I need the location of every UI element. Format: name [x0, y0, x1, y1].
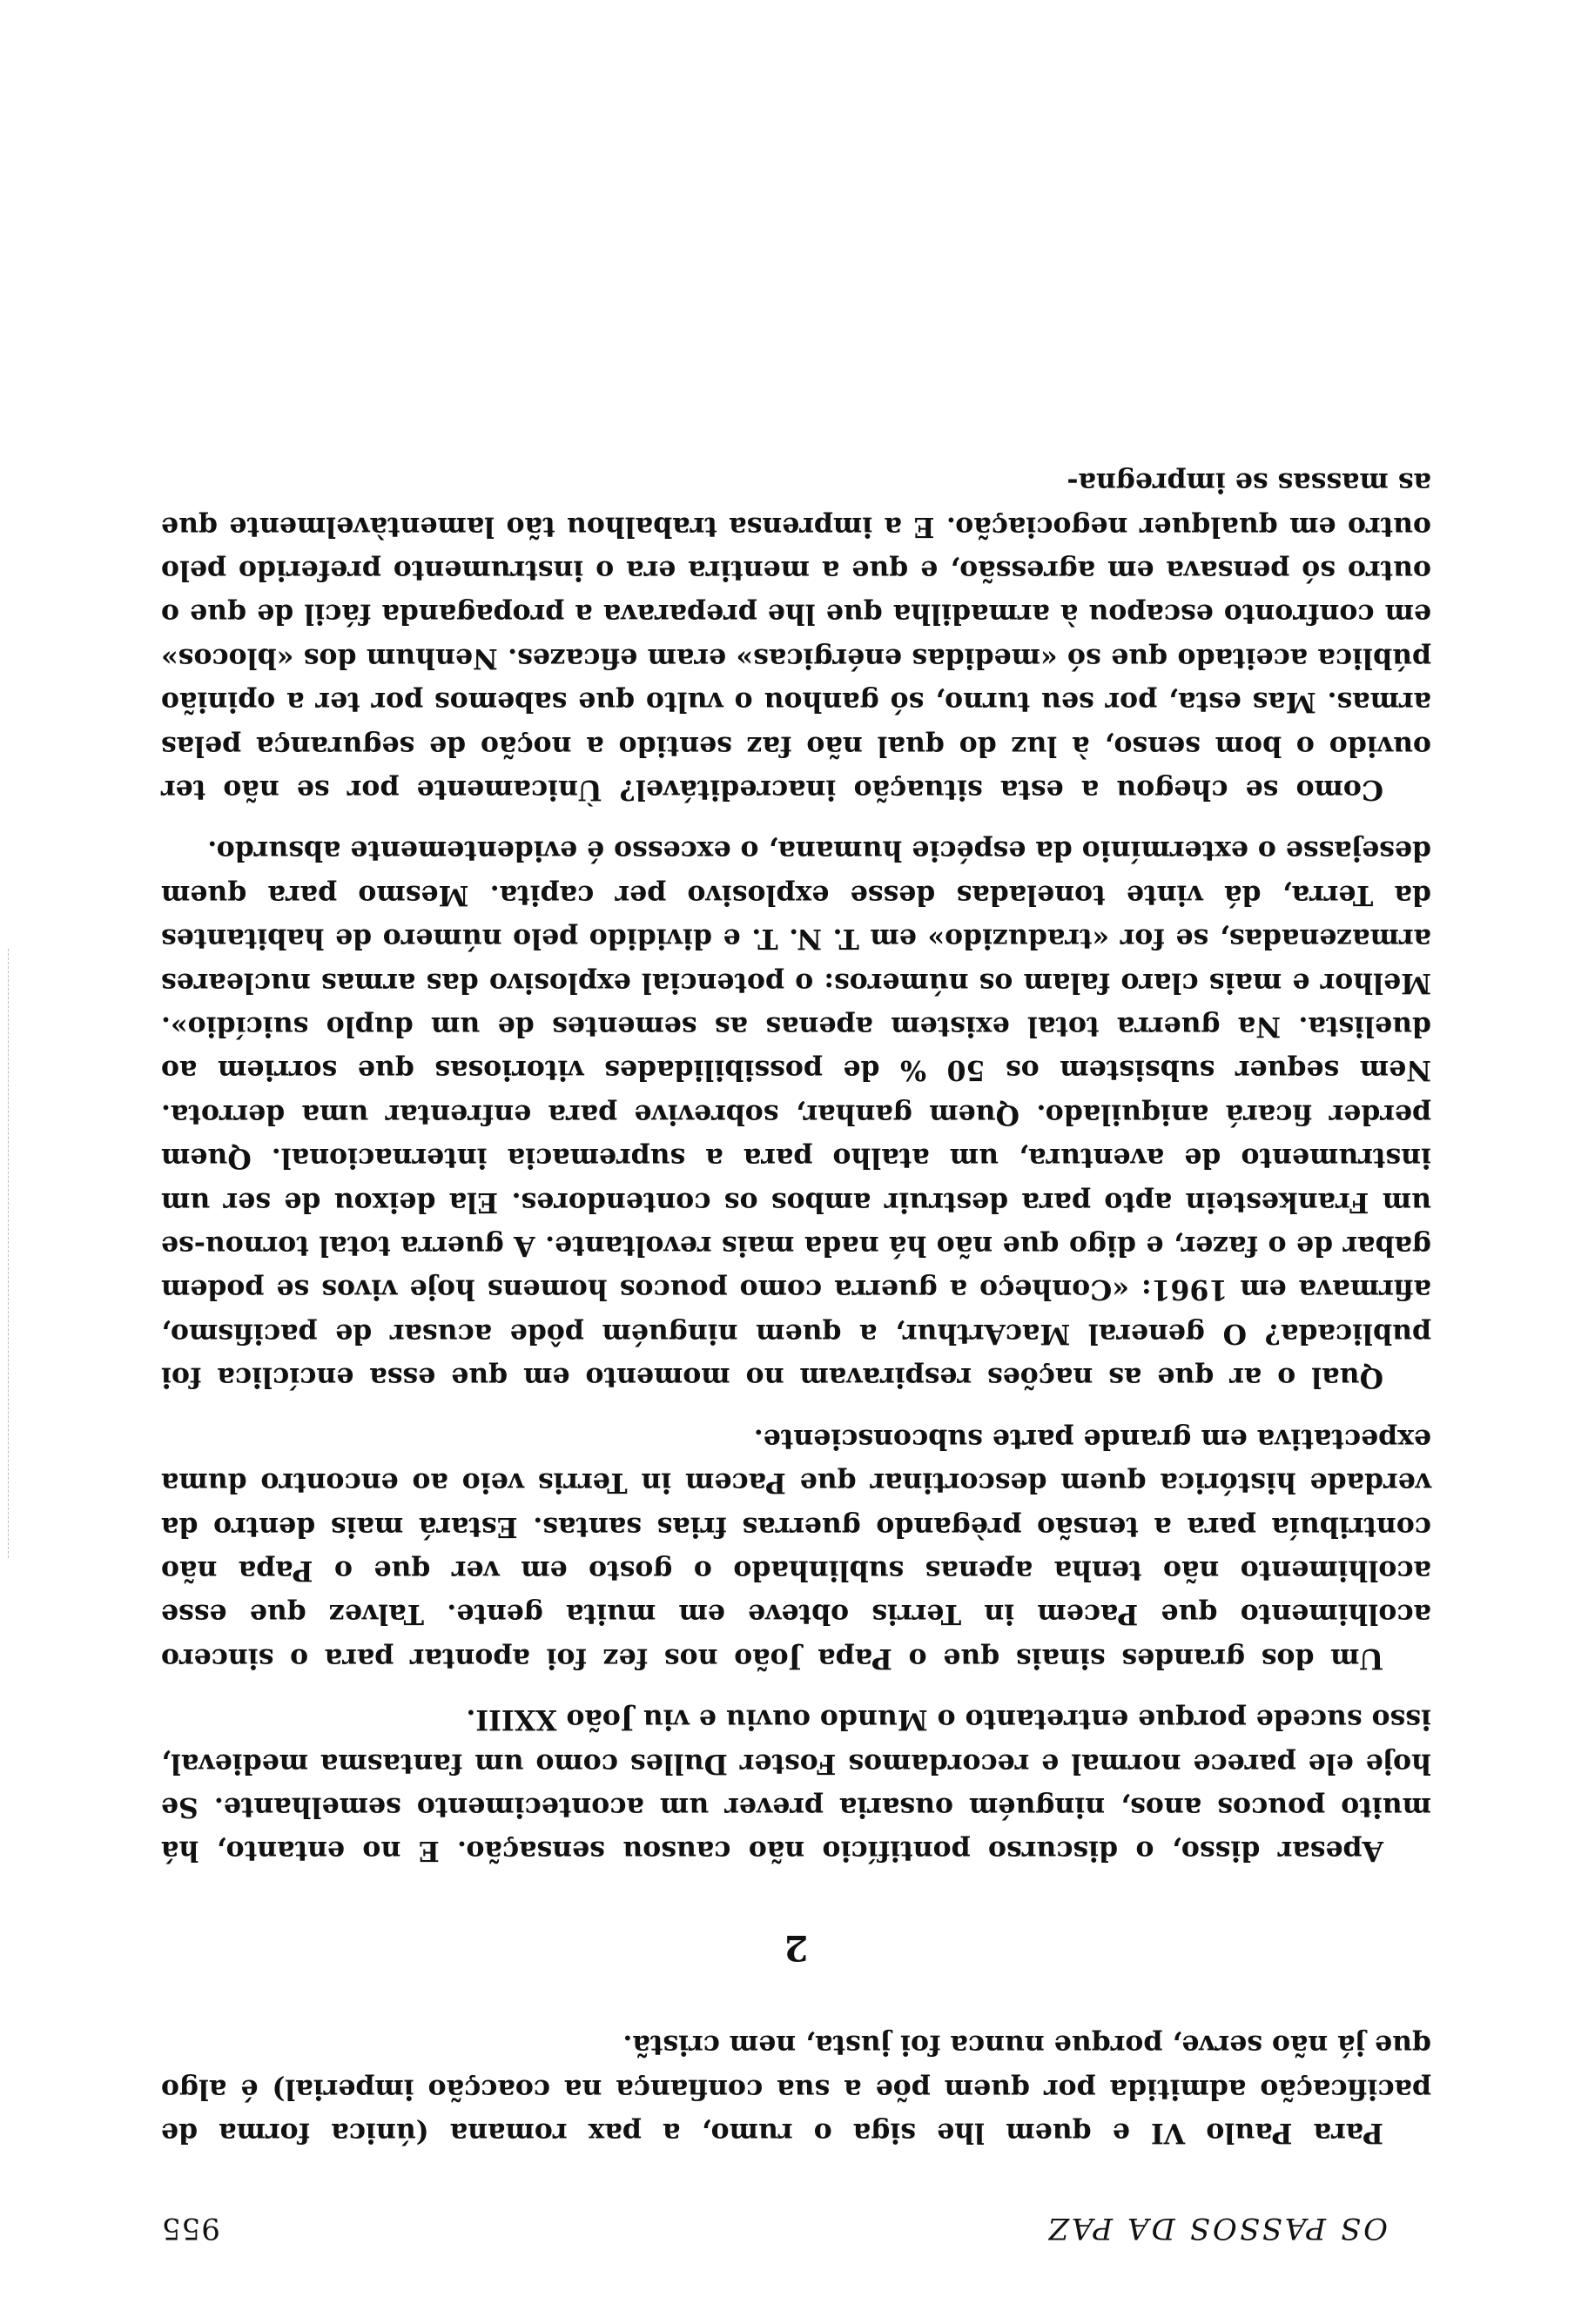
section-number: 2: [784, 1926, 809, 1968]
paragraph: Para Paulo VI e quem lhe siga o rumo, a pax romana (única forma de pacificação admitida por quem põe a sua confiança na coacção imperial) é algo que já não serve, porque nunca foi justa, nem cristã.: [161, 2029, 1431, 2149]
running-header: [161, 2202, 1388, 2246]
paragraph: Apesar disso, o discurso pontifício não causou sensação. E no entanto, há muito poucos anos, ninguém ousaria prever um acontecimento semelhante. Se hoje ele parece normal e recordamos Foster Dulles como um fantasma medieval, isso sucede porque entretanto o Mundo ouviu e viu João XXIII.: [161, 1703, 1431, 1868]
page-body: [161, 460, 1431, 2154]
page-number: 955: [161, 2211, 220, 2246]
paragraph: Como se chegou a esta situação inacreditável? Ùnicamente por se não ter ouvido o bom senso, à luz do qual não faz sentido a noção de segurança pelas armas. Mas esta, por seu turno, só ganhou o vulto que sabemos por ter a opinião pública aceitado que só «medidas enérgicas» eram eficazes. Nenhum dos «blocos» em confronto escapou à armadilha que lhe preparava a propaganda fácil de que o outro só pensava em agressão, e que a mentira era o instrumento preferido pelo outro em qualquer negociação. E a imprensa trabalhou tão lamentàvelmente que as massas se impregna-: [161, 467, 1431, 807]
running-title: OS PASSOS DA PAZ: [1046, 2211, 1388, 2246]
paragraph: Um dos grandes sinais que o Papa João nos fez foi apontar para o sincero acolhimento que Pacem in Terris obteve em muita gente. Talvez que esse acolhimento não tenha apenas sublinhado o gosto em ver que o Papa não contribuía para a tensão prègando guerras frias santas. Estará mais dentro da verdade histórica quem descortinar que Pacem in Terris veio ao encontro duma expectativa em grande parte subconsciente.: [161, 1422, 1431, 1675]
page-edge-mark: [5, 949, 9, 1558]
paragraph: Qual o ar que as nações respiravam no momento em que essa encíclica foi publicada? O general MacArthur, a quem ninguém pôde acusar de pacifismo, afirmava em 1961: «Conheço a guerra como poucos homens hoje vivos se podem gabar de o fazer, e digo que não há nada mais revoltante. A guerra total tornou-se um Frankestein apto para destruir ambos os contendores. Ela deixou de ser um instrumento de aventura, um atalho para a supremacia internacional. Quem perder ficará aniquilado. Quem ganhar, sobrevive para enfrentar uma derrota. Nem sequer subsistem os 50 % de possibilidades vitoriosas que sorriem ao duelista. Na guerra total existem apenas as sementes de um duplo suicídio». Melhor e mais claro falam os números: o potencial explosivo das armas nucleares armazenadas, se for «traduzido» em T. N. T. e dividido pelo número de habitantes da Terra, dá vinte toneladas desse explosivo per capita. Mesmo para quem desejasse o extermínio da espécie humana, o excesso é evidentemente absurdo.: [161, 835, 1431, 1394]
